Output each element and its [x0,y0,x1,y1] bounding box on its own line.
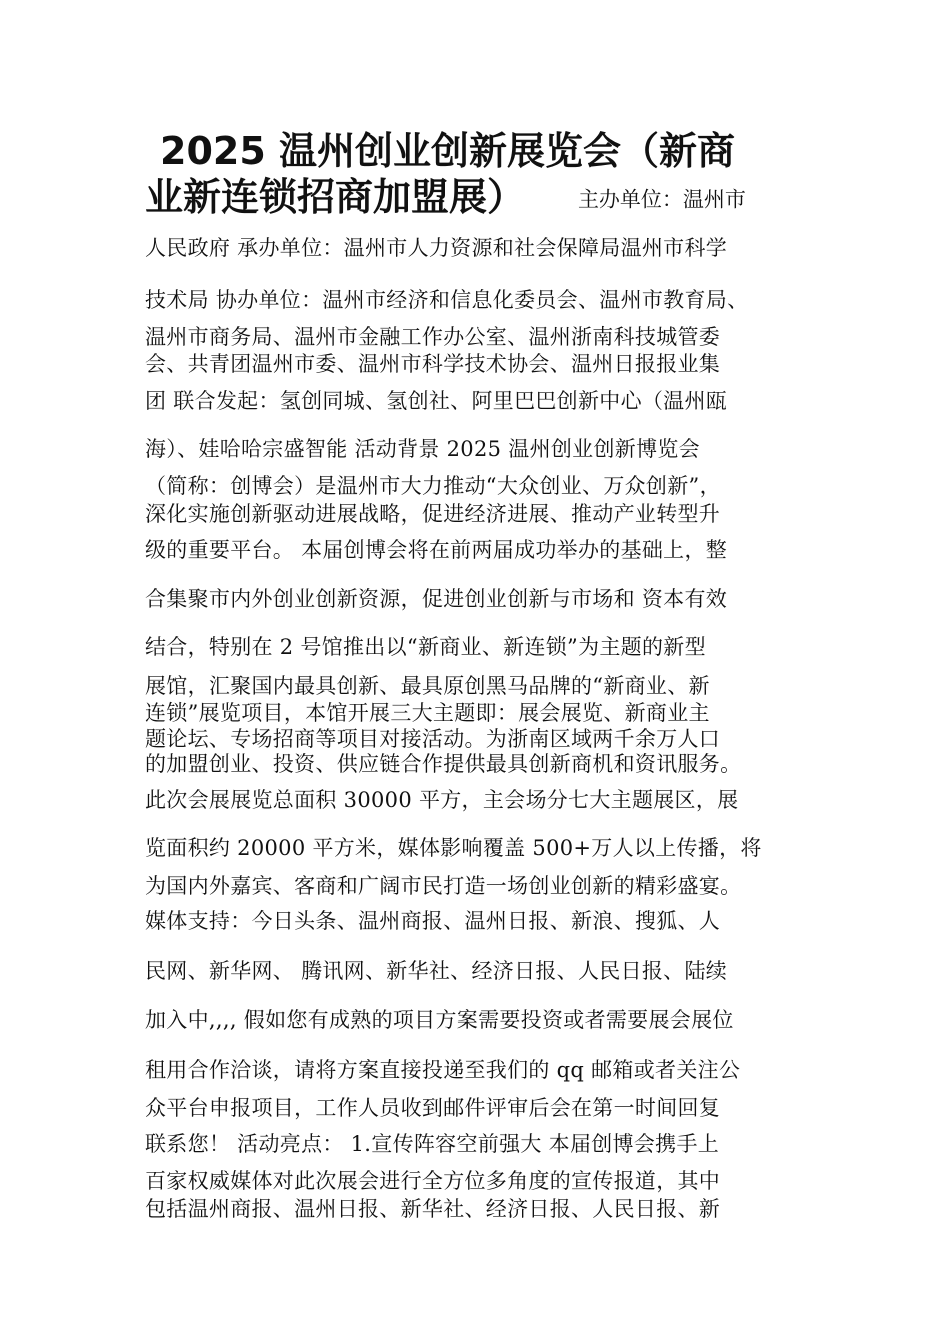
body-line-6: 海）、娃哈哈宗盛智能 活动背景 2025 温州创业创新博览会 [145,437,700,461]
body-line-10: 合集聚市内外创业创新资源，促进创业创新与市场和 资本有效 [145,587,728,611]
body-line-4: 会、共青团温州市委、温州市科学技术协会、温州日报报业集 [145,352,721,376]
body-line-3: 温州市商务局、温州市金融工作办公室、温州浙南科技城管委 [145,325,721,349]
document-title-line-1 [160,128,830,174]
body-line-9: 级的重要平台。 本届创博会将在前两届成功举办的基础上，整 [145,538,728,562]
body-line-12: 展馆，汇聚国内最具创新、最具原创黑马品牌的“新商业、新 [145,674,710,698]
title-text-2: 业新连锁招商加盟展） [145,175,526,219]
body-line-22: 租用合作洽谈，请将方案直接投递至我们的 qq 邮箱或者关注公 [145,1058,741,1082]
body-line-17: 览面积约 20000 平方米，媒体影响覆盖 500+万人以上传播，将 [145,836,762,860]
body-line-21: 加入中,,,, 假如您有成熟的项目方案需要投资或者需要展会展位 [145,1008,734,1032]
body-line-20: 民网、新华网、 腾讯网、新华社、经济日报、人民日报、陆续 [145,959,728,983]
body-line-19: 媒体支持：今日头条、温州商报、温州日报、新浪、搜狐、人 [145,909,721,933]
body-line-24: 联系您！ 活动亮点： 1.宣传阵容空前强大 本届创博会携手上 [145,1132,720,1156]
body-line-18: 为国内外嘉宾、客商和广阔市民打造一场创业创新的精彩盛宴。 [145,874,742,898]
body-line-7: （简称：创博会）是温州市大力推动“大众创业、万众创新”， [145,474,721,498]
body-line-15: 的加盟创业、投资、供应链合作提供最具创新商机和资讯服务。 [145,752,742,776]
body-line-16: 此次会展展览总面积 30000 平方，主会场分七大主题展区，展 [145,788,739,812]
body-line-2: 技术局 协办单位：温州市经济和信息化委员会、温州市教育局、 [145,288,749,312]
body-line-1: 人民政府 承办单位：温州市人力资源和社会保障局温州市科学 [145,236,728,260]
title-line-2-tail: 主办单位：温州市 [577,187,746,212]
body-line-23: 众平台申报项目，工作人员收到邮件评审后会在第一时间回复 [145,1096,721,1120]
body-line-5: 团 联合发起：氢创同城、氢创社、阿里巴巴创新中心（温州瓯 [145,389,728,413]
title-text-1: 2025 温州创业创新展览会（新商 [160,129,735,173]
body-line-11: 结合，特别在 2 号馆推出以“新商业、新连锁”为主题的新型 [145,635,706,659]
body-line-8: 深化实施创新驱动进展战略，促进经济进展、推动产业转型升 [145,502,721,526]
body-line-14: 题论坛、专场招商等项目对接活动。为浙南区域两千余万人口 [145,727,721,751]
body-line-25: 百家权威媒体对此次展会进行全方位多角度的宣传报道，其中 [145,1169,721,1193]
body-line-13: 连锁”展览项目，本馆开展三大主题即：展会展览、新商业主 [145,701,710,725]
document-title-line-2 [145,174,815,220]
body-line-26: 包括温州商报、温州日报、新华社、经济日报、人民日报、新 [145,1197,721,1221]
